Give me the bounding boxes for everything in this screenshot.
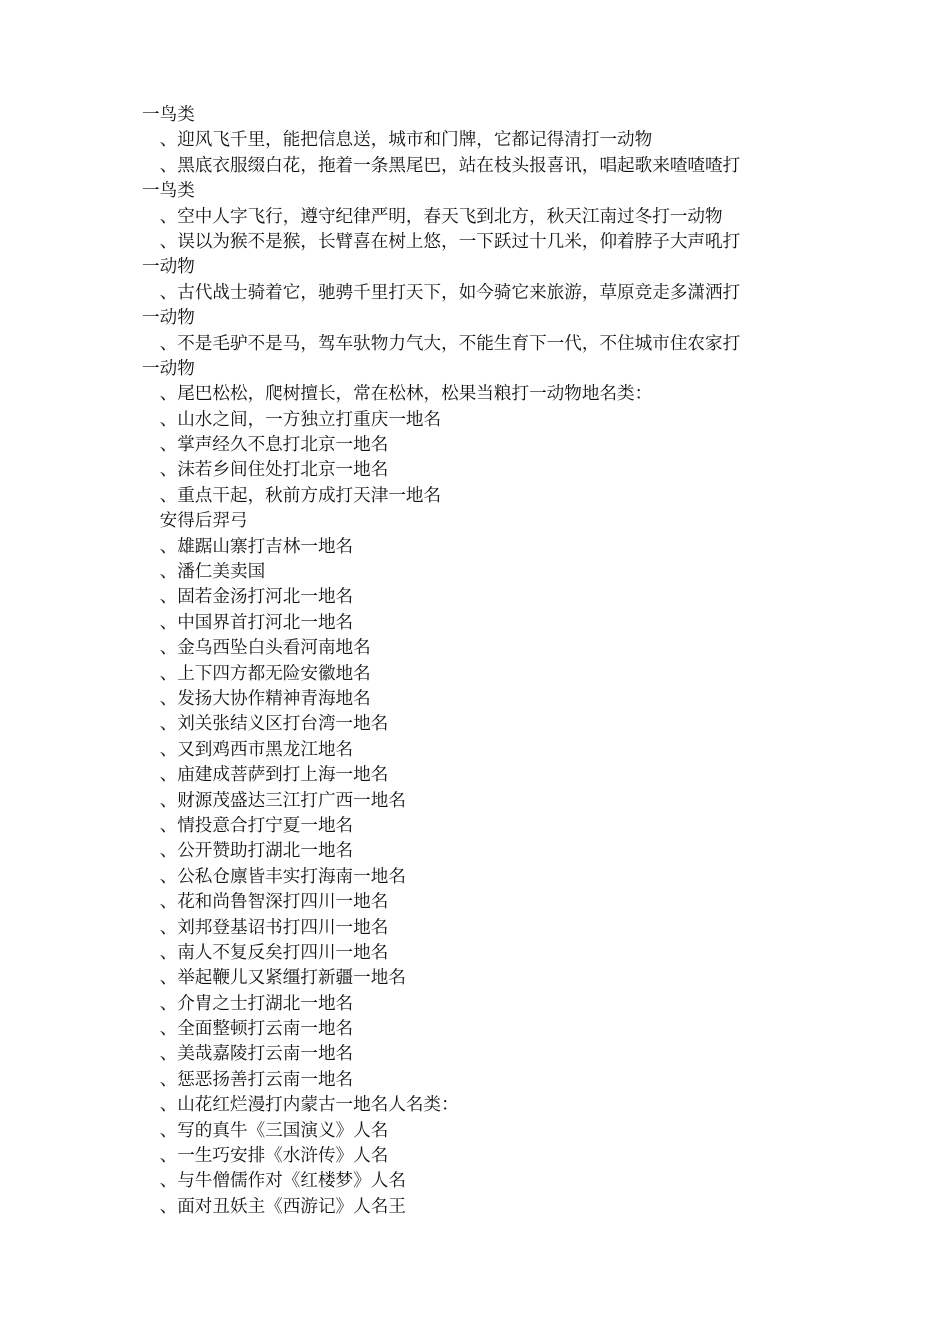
text-line: 、刘关张结义区打台湾一地名: [142, 714, 389, 735]
document-body: [142, 103, 802, 1220]
text-line: 、金乌西坠白头看河南地名: [142, 638, 371, 659]
text-line: 、古代战士骑着它，驰骋千里打天下，如今骑它来旅游，草原竞走多潇洒打: [142, 282, 741, 303]
text-line: 、迎风飞千里，能把信息送，城市和门牌，它都记得清打一动物: [142, 130, 653, 151]
text-line: 、雄踞山寨打吉林一地名: [142, 536, 354, 557]
text-line: 、与牛僧儒作对《红楼梦》人名: [142, 1171, 406, 1192]
text-line: 一鸟类: [142, 105, 195, 125]
text-line: 、沫若乡间住处打北京一地名: [142, 460, 389, 481]
text-line: 、尾巴松松，爬树擅长，常在松林，松果当粮打一动物地名类：: [142, 384, 653, 405]
text-line: 、误以为猴不是猴，长臂喜在树上悠，一下跃过十几米，仰着脖子大声吼打: [142, 231, 741, 252]
text-line: 、空中人字飞行，遵守纪律严明，春天飞到北方，秋天江南过冬打一动物: [142, 206, 723, 227]
text-line: 安得后羿弓: [142, 511, 248, 532]
text-line: 、花和尚鲁智深打四川一地名: [142, 892, 389, 913]
text-line: 、美哉嘉陵打云南一地名: [142, 1044, 354, 1065]
text-line: 、又到鸡西市黑龙江地名: [142, 739, 354, 760]
text-line: 一动物: [142, 358, 195, 379]
text-line: 、庙建成菩萨到打上海一地名: [142, 765, 389, 786]
text-line: 、中国界首打河北一地名: [142, 612, 354, 633]
text-line: 、公私仓廪皆丰实打海南一地名: [142, 866, 406, 887]
text-line: 、全面整顿打云南一地名: [142, 1019, 354, 1040]
text-line: 、介胄之士打湖北一地名: [142, 993, 354, 1014]
text-line: 、写的真牛《三国演义》人名: [142, 1120, 389, 1141]
text-line: 一动物: [142, 257, 195, 278]
text-line: 、不是毛驴不是马，驾车驮物力气大，不能生育下一代，不住城市住农家打: [142, 333, 741, 354]
text-line: 、面对丑妖主《西游记》人名王: [142, 1196, 406, 1217]
text-line: 、发扬大协作精神青海地名: [142, 688, 371, 709]
text-line: 一鸟类: [142, 181, 195, 202]
text-line: 、情投意合打宁夏一地名: [142, 815, 354, 836]
text-line: 、刘邦登基诏书打四川一地名: [142, 917, 389, 938]
text-line: 、掌声经久不息打北京一地名: [142, 435, 389, 456]
text-line: 、重点干起，秋前方成打天津一地名: [142, 485, 442, 506]
text-line: 、公开赞助打湖北一地名: [142, 841, 354, 862]
text-line: 、潘仁美卖国: [142, 562, 266, 583]
text-line: 、上下四方都无险安徽地名: [142, 663, 371, 684]
text-line: 、山花红烂漫打内蒙古一地名人名类：: [142, 1095, 459, 1116]
text-line: 、举起鞭儿又紧缰打新疆一地名: [142, 968, 406, 989]
text-line: 一动物: [142, 308, 195, 329]
text-line: 、财源茂盛达三江打广西一地名: [142, 790, 406, 811]
text-line: 、南人不复反矣打四川一地名: [142, 942, 389, 963]
text-line: 、一生巧安排《水浒传》人名: [142, 1146, 389, 1167]
text-line: 、山水之间，一方独立打重庆一地名: [142, 409, 442, 430]
text-line: 、惩恶扬善打云南一地名: [142, 1069, 354, 1090]
text-line: 、固若金汤打河北一地名: [142, 587, 354, 608]
text-line: 、黑底衣服缀白花，拖着一条黑尾巴，站在枝头报喜讯，唱起歌来喳喳喳打: [142, 155, 741, 176]
